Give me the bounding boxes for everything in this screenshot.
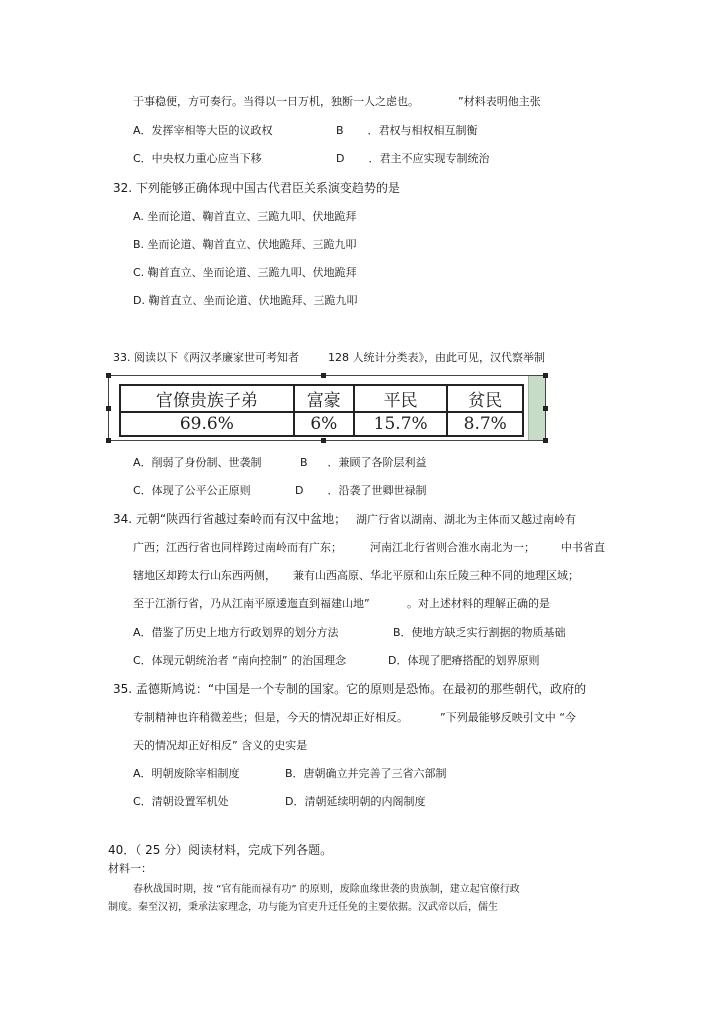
statistics-table-image <box>108 375 546 441</box>
q32-option-a: A. 坐而论道、鞠首直立、三跪九叩、伏地跪拜 <box>133 210 357 223</box>
table-header-cell: 官僚贵族子弟 <box>120 385 294 412</box>
q33-option-a: A．削弱了身份制、世袭制 <box>133 456 262 469</box>
table-cell: 8.7% <box>447 412 523 436</box>
option-line <box>336 124 478 138</box>
option-d: ．君主不应实现专制统治 <box>368 152 490 165</box>
question-40: 40．（ 25 分）阅读材料，完成下列各题。 <box>108 843 333 857</box>
text-span: 33. 阅读以下《两汉孝廉家世可考知者 <box>113 351 299 364</box>
question-34: 34. 元朝“陕西行省越过秦岭而有汉中盆地； <box>113 512 347 526</box>
option-b-letter: B <box>336 124 344 137</box>
text-line: 兼有山西高原、华北平原和山东丘陵三种不同的地理区域； <box>293 569 579 582</box>
table-header-row <box>120 385 523 412</box>
text-span: 于事稳便，方可奏行。当得以一日万机，独断一人之虑也。 <box>133 95 419 108</box>
q34-option-b: B．使地方缺乏实行割据的物质基础 <box>393 626 566 639</box>
text-line: 湖广行省以湖南、湖北为主体而又越过南岭有 <box>356 513 576 526</box>
q35-option-c: C．清朝设置军机处 <box>133 795 229 808</box>
table-cell: 6% <box>294 412 354 436</box>
text-span: 128 人统计分类表》，由此可见，汉代察举制 <box>328 351 545 364</box>
q32-option-c: C. 鞠首直立、坐而论道、三跪九叩、伏地跪拜 <box>133 266 357 279</box>
q35-option-a: A．明朝废除宰相制度 <box>133 767 240 780</box>
table-header-cell: 贫民 <box>447 385 523 412</box>
option-c: C．中央权力重心应当下移 <box>133 152 262 165</box>
table-header-cell: 平民 <box>354 385 448 412</box>
text-line: 专制精神也许稍微差些；但是，今天的情况却正好相反。 <box>133 711 408 724</box>
material-paragraph: 春秋战国时期，按 “官有能而禄有功” 的原则，废除血缘世袭的贵族制，建立起官僚行政 <box>133 884 520 895</box>
q34-option-c: C．体现元朝统治者 “南向控制” 的治国理念 <box>133 654 347 667</box>
text-line: 河南江北行省则合淮水南北为一； <box>370 541 535 554</box>
option-line <box>336 152 489 166</box>
text-line: 。对上述材料的理解正确的是 <box>407 597 550 610</box>
statistics-table <box>119 384 524 437</box>
table-cell: 69.6% <box>120 412 294 436</box>
material-paragraph: 制度。秦至汉初，秉承法家理念，功与能为官吏升迁任免的主要依据。汉武帝以后，儒生 <box>108 902 498 913</box>
q33-option-b: ．兼顾了各阶层利益 <box>327 456 427 469</box>
text-line: 辖地区却跨太行山东西两侧， <box>133 569 276 582</box>
question-35: 35. 孟德斯鸠说：“中国是一个专制的国家。它的原则是恐怖。在最初的那些朝代，政府的 <box>113 682 587 696</box>
option-d-letter: D <box>295 484 304 497</box>
option-b-letter: B <box>300 456 308 469</box>
q33-option-b-line <box>300 456 427 470</box>
text-span: ”材料表明他主张 <box>458 95 541 108</box>
q33-option-d-line <box>295 484 426 498</box>
text-line: 中书省直 <box>561 541 605 554</box>
text-line: 至于江浙行省，乃从江南平原逶迤直到福建山地” <box>133 597 370 610</box>
question-32: 32. 下列能够正确体现中国古代君臣关系演变趋势的是 <box>113 181 400 195</box>
option-line <box>133 152 262 166</box>
option-line <box>133 124 273 138</box>
text-line: ”下列最能够反映引文中 “今 <box>440 711 576 724</box>
resize-handle[interactable] <box>106 406 111 411</box>
resize-handle[interactable] <box>106 438 111 443</box>
material-label: 材料一： <box>108 862 152 875</box>
option-d-letter: D <box>336 152 345 165</box>
q33-option-d: ．沿袭了世卿世禄制 <box>327 484 427 497</box>
q35-option-b: B．唐朝确立并完善了三省六部制 <box>285 767 447 780</box>
resize-handle[interactable] <box>321 373 326 378</box>
resize-handle[interactable] <box>106 373 111 378</box>
text-line: 广西；江西行省也同样跨过南岭而有广东； <box>133 541 342 554</box>
question-33 <box>113 351 545 365</box>
text-line <box>133 95 541 109</box>
option-b: ．君权与相权相互制衡 <box>367 124 478 137</box>
option-a: A．发挥宰相等大臣的议政权 <box>133 124 273 137</box>
resize-handle[interactable] <box>543 373 548 378</box>
q32-option-b: B. 坐而论道、鞠首直立、伏地跪拜、三跪九叩 <box>133 238 357 251</box>
text-line: 天的情况却正好相反” 含义的史实是 <box>133 739 308 752</box>
q34-option-d: D．体现了肥瘠搭配的划界原则 <box>388 654 540 667</box>
resize-handle[interactable] <box>321 438 326 443</box>
resize-handle[interactable] <box>543 406 548 411</box>
table-header-cell: 富豪 <box>294 385 354 412</box>
table-row <box>120 412 523 436</box>
resize-handle[interactable] <box>543 438 548 443</box>
q33-option-c: C．体现了公平公正原则 <box>133 484 251 497</box>
q35-option-d: D．清朝延续明朝的内阁制度 <box>285 795 426 808</box>
q32-option-d: D. 鞠首直立、坐而论道、伏地跪拜、三跪九叩 <box>133 294 358 307</box>
table-cell: 15.7% <box>354 412 448 436</box>
q34-option-a: A．借鉴了历史上地方行政划界的划分方法 <box>133 626 339 639</box>
